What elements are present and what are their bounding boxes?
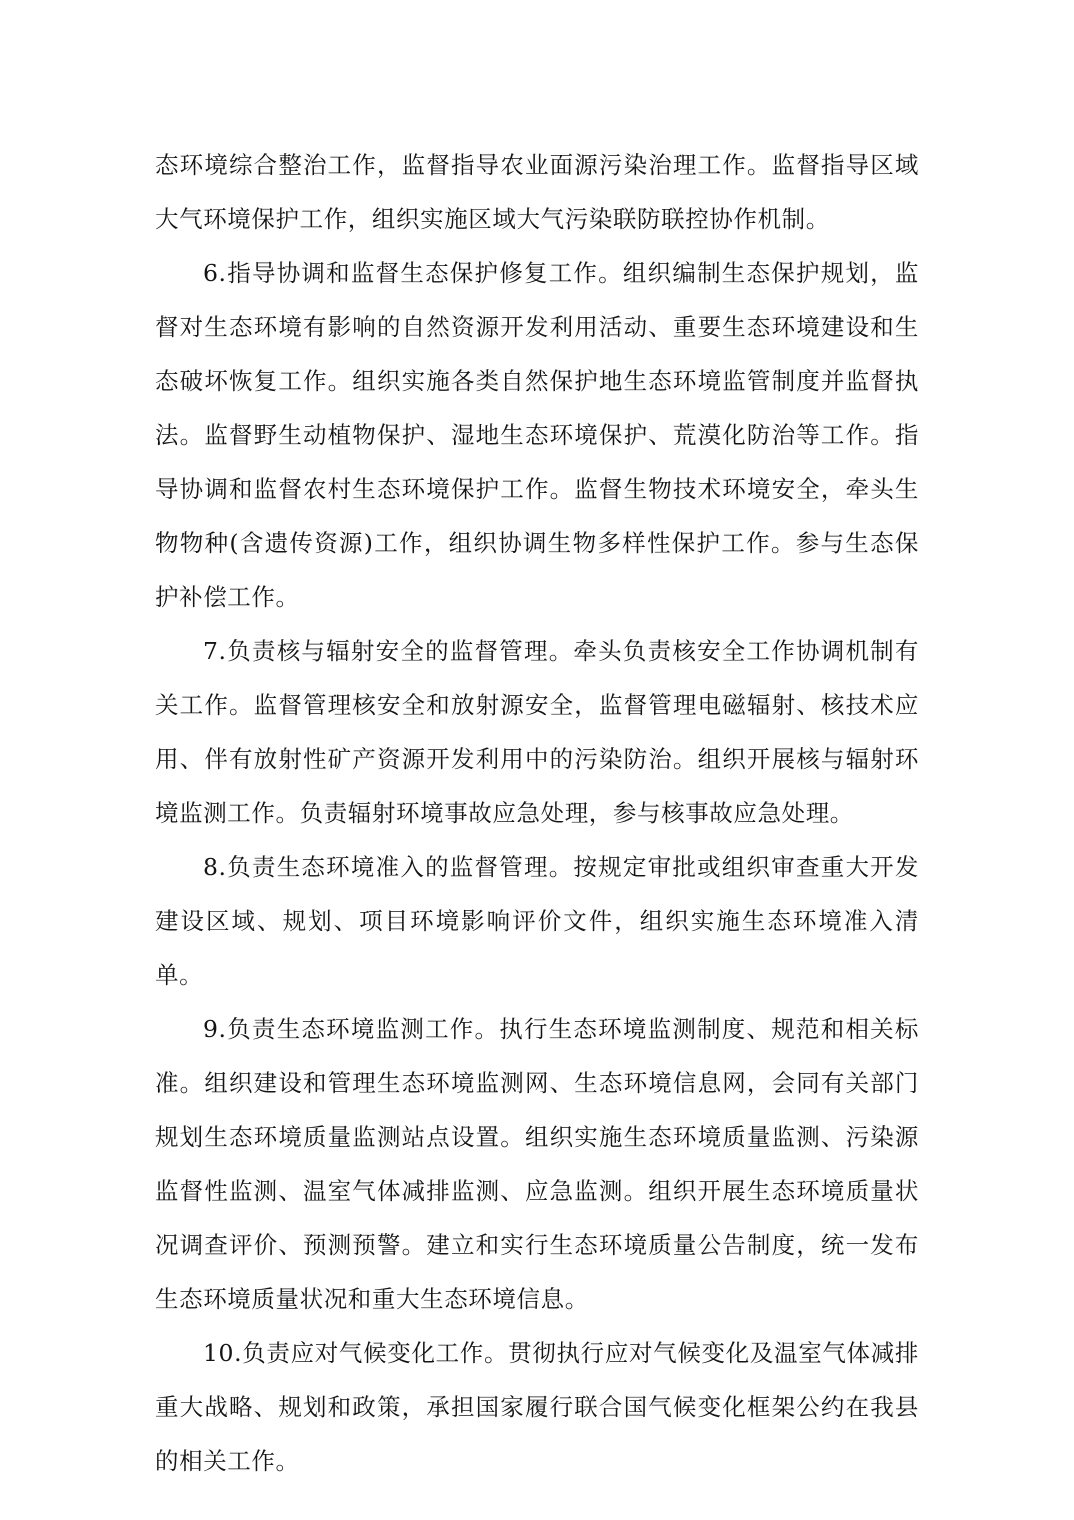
paragraph-item-9: 9.负责生态环境监测工作。执行生态环境监测制度、规范和相关标准。组织建设和管理生态环境监测网、生态环境信息网，会同有关部门规划生态环境质量监测站点设置。组织实施生态环境质量监测、污染源监督性监测、温室气体减排监测、应急监测。组织开展生态环境质量状况调查评价、预测预警。建立和实行生态环境质量公告制度，统一发布生态环境质量状况和重大生态环境信息。	[155, 1015, 919, 1313]
document-body	[155, 138, 919, 1488]
paragraph-item-10: 10.负责应对气候变化工作。贯彻执行应对气候变化及温室气体减排重大战略、规划和政策，承担国家履行联合国气候变化框架公约在我县的相关工作。	[155, 1339, 919, 1475]
paragraph-item-6: 6.指导协调和监督生态保护修复工作。组织编制生态保护规划，监督对生态环境有影响的自然资源开发利用活动、重要生态环境建设和生态破坏恢复工作。组织实施各类自然保护地生态环境监管制度并监督执法。监督野生动植物保护、湿地生态环境保护、荒漠化防治等工作。指导协调和监督农村生态环境保护工作。监督生物技术环境安全，牵头生物物种(含遗传资源)工作，组织协调生物多样性保护工作。参与生态保护补偿工作。	[155, 259, 919, 611]
paragraph-item-7: 7.负责核与辐射安全的监督管理。牵头负责核安全工作协调机制有关工作。监督管理核安全和放射源安全，监督管理电磁辐射、核技术应用、伴有放射性矿产资源开发利用中的污染防治。组织开展核与辐射环境监测工作。负责辐射环境事故应急处理，参与核事故应急处理。	[155, 637, 919, 827]
paragraph-continuation: 态环境综合整治工作，监督指导农业面源污染治理工作。监督指导区域大气环境保护工作，组织实施区域大气污染联防联控协作机制。	[155, 151, 919, 233]
paragraph-item-8: 8.负责生态环境准入的监督管理。按规定审批或组织审查重大开发建设区域、规划、项目环境影响评价文件，组织实施生态环境准入清单。	[155, 853, 919, 989]
